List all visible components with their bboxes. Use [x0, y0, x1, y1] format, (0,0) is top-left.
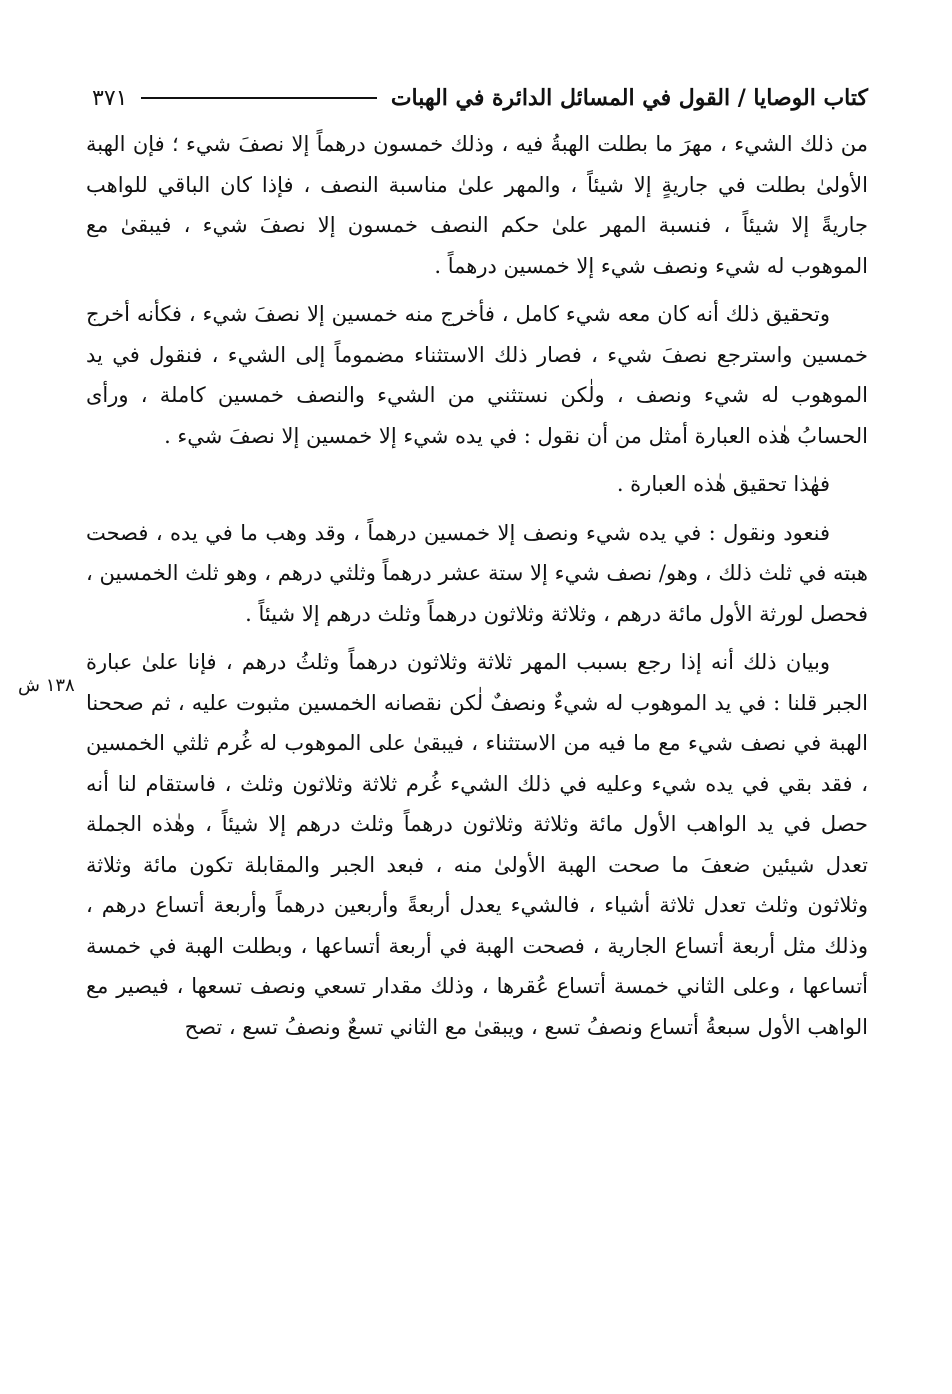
margin-note: ١٣٨ ش: [18, 675, 75, 696]
running-title: كتاب الوصايا / القول في المسائل الدائرة في الهبات: [390, 85, 868, 111]
paragraph: من ذلك الشيء ، مهرَ ما بطلت الهبةُ فيه ، وذلك خمسون درهماً إلا نصفَ شيء ؛ فإن الهبة الأولىٰ بطلت في جاريةٍ إلا شيئاً ، والمهر علىٰ مناسبة النصف ، فإذا كان الباقي للواهب جاريةً إلا شيئاً ، فنسبة المهر علىٰ حكم النصف خمسون إلا نصفَ شيء ، فيبقىٰ مع الموهوب له شيء ونصف شيء إلا خمسين درهماً .: [86, 132, 868, 278]
header-rule: [141, 97, 376, 99]
running-header: [92, 78, 868, 118]
page-number: ٣٧١: [92, 85, 128, 111]
paragraph: وبيان ذلك أنه إذا رجع بسبب المهر ثلاثة وثلاثون درهماً وثلثُ درهم ، فإنا علىٰ عبارة الجبر قلنا : في يد الموهوب له شيءٌ ونصفٌ لٰكن نقصانه الخمسين مثبوت عليه ، ثم صححنا الهبة في نصف شيء مع ما فيه من الاستثناء ، فيبقىٰ على الموهوب له غُرم ثلثي الخمسين ، فقد بقي في يده شيء وعليه في ذلك الشيء غُرم ثلاثة وثلاثون وثلث ، فاستقام لنا أنه حصل في يد الواهب الأول مائة وثلاثة وثلاثون درهماً وثلث درهم إلا شيئاً ، وهٰذه الجملة تعدل شيئين ضعفَ ما صحت الهبة الأولىٰ منه ، فبعد الجبر والمقابلة تكون مائة وثلاثة وثلاثون وثلث تعدل ثلاثة أشياء ، فالشيء يعدل أربعةً وأربعين درهماً وأربعة أتساع درهم ، وذلك مثل أربعة أتساع الجارية ، فصحت الهبة في أربعة أتساعها ، وبطلت الهبة في خمسة أتساعها ، وعلى الثاني خمسة أتساع عُقرها ، وذلك مقدار تسعي ونصف تسعها ، فيصير مع الواهب الأول سبعةُ أتساع ونصفُ تسع ، ويبقىٰ مع الثاني تسعٌ ونصفُ تسع ، تصح: [86, 650, 868, 1039]
body-text: [86, 124, 868, 1047]
paragraph: وتحقيق ذلك أنه كان معه شيء كامل ، فأخرج منه خمسين إلا نصفَ شيء ، فكأنه أخرج خمسين واسترجع نصفَ شيء ، فصار ذلك الاستثناء مضموماً إلى الشيء ، فنقول في يد الموهوب له شيء ونصف ، ولٰكن نستثني من الشيء والنصف خمسين كاملة ، ورأى الحسابُ هٰذه العبارة أمثل من أن نقول : في يده شيء إلا خمسين إلا نصفَ شيء .: [86, 302, 868, 448]
paragraph: فهٰذا تحقيق هٰذه العبارة .: [616, 472, 830, 496]
paragraph: فنعود ونقول : في يده شيء ونصف إلا خمسين درهماً ، وقد وهب ما في يده ، فصحت هبته في ثلث ذلك ، وهو/ نصف شيء إلا ستة عشر درهماً وثلثي درهم ، وهو ثلث الخمسين ، فحصل لورثة الأول مائة درهم ، وثلاثة وثلاثون درهماً وثلث درهم إلا شيئاً .: [86, 520, 868, 626]
